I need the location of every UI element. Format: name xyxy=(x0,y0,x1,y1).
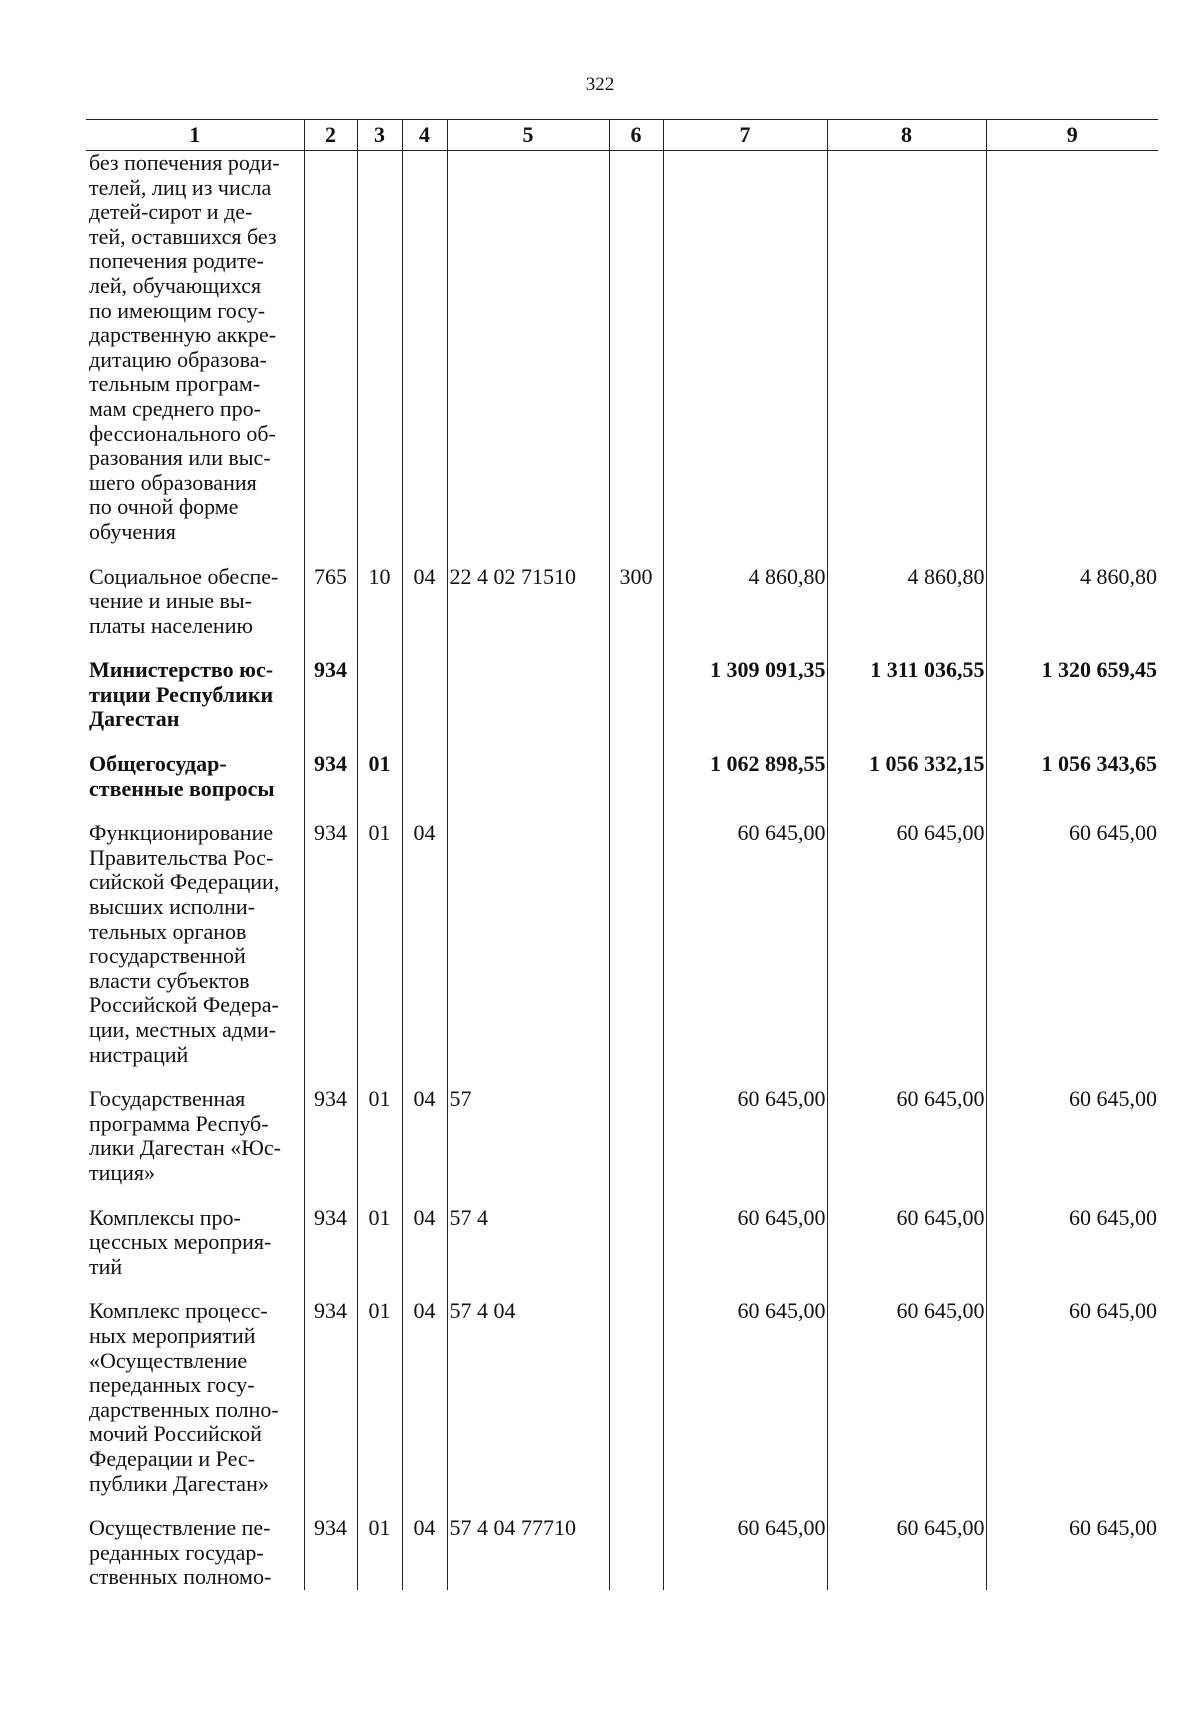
spacer-cell xyxy=(86,801,304,821)
table-row xyxy=(86,752,1158,801)
row-spacer xyxy=(86,1067,1158,1087)
cell-pr xyxy=(402,658,447,732)
spacer-cell xyxy=(357,1186,402,1206)
cell-vr xyxy=(609,752,663,801)
spacer-cell xyxy=(447,732,609,752)
item-name-line: цессных мероприя- xyxy=(89,1229,272,1255)
col-header-year3: 9 xyxy=(986,120,1158,151)
item-name-line: чение и иные вы- xyxy=(89,588,253,614)
item-name-line: телей, лиц из числа xyxy=(89,174,272,200)
item-name-line: ных мероприятий xyxy=(89,1322,256,1348)
spacer-cell xyxy=(304,1496,357,1516)
cell-vr xyxy=(609,1206,663,1280)
spacer-cell xyxy=(609,801,663,821)
spacer-cell xyxy=(663,801,827,821)
item-name-line: попечения родите- xyxy=(89,248,264,274)
spacer-cell xyxy=(357,638,402,658)
cell-amount-year1: 60 645,00 xyxy=(663,1299,827,1496)
cell-csr: 22 4 02 71510 xyxy=(447,565,609,639)
cell-amount-year1: 1 062 898,55 xyxy=(663,752,827,801)
col-header-csr: 5 xyxy=(447,120,609,151)
cell-amount-year2: 1 056 332,15 xyxy=(827,752,986,801)
spacer-cell xyxy=(86,1186,304,1206)
item-name-line: дарственных полно- xyxy=(89,1396,279,1422)
cell-rz: 01 xyxy=(357,1206,402,1280)
cell-amount-year1: 60 645,00 xyxy=(663,1087,827,1185)
row-spacer xyxy=(86,732,1158,752)
item-name-line: ции, местных адми- xyxy=(89,1017,276,1042)
cell-amount-year2 xyxy=(827,151,986,545)
row-spacer xyxy=(86,638,1158,658)
spacer-cell xyxy=(357,1067,402,1087)
item-name-line: тельным програм- xyxy=(89,371,261,397)
table-row xyxy=(86,1299,1158,1496)
spacer-cell xyxy=(663,638,827,658)
cell-vr xyxy=(609,658,663,732)
spacer-cell xyxy=(447,1279,609,1299)
spacer-cell xyxy=(304,732,357,752)
spacer-cell xyxy=(447,801,609,821)
item-name-line: Комплексы про- xyxy=(89,1204,241,1230)
item-name-line: тий xyxy=(89,1253,123,1279)
item-name-line: программа Респуб- xyxy=(89,1110,269,1136)
cell-item-name xyxy=(86,1087,304,1185)
item-name-line: нистраций xyxy=(89,1041,189,1067)
cell-item-name xyxy=(86,1206,304,1280)
item-name-line: власти субъектов xyxy=(89,967,250,993)
item-name-line: детей-сирот и де- xyxy=(89,199,253,225)
cell-amount-year1 xyxy=(663,151,827,545)
spacer-cell xyxy=(402,638,447,658)
cell-ved: 934 xyxy=(304,1299,357,1496)
page-number: 322 xyxy=(585,74,615,95)
item-name-line: «Осуществление xyxy=(89,1347,248,1373)
cell-csr xyxy=(447,658,609,732)
item-name-line: лики Дагестан «Юс- xyxy=(89,1135,281,1161)
item-name-line: высших исполни- xyxy=(89,894,256,920)
spacer-cell xyxy=(827,638,986,658)
cell-item-name xyxy=(86,752,304,801)
spacer-cell xyxy=(402,1279,447,1299)
item-name-line: публики Дагестан» xyxy=(89,1470,269,1496)
cell-pr: 04 xyxy=(402,1516,447,1590)
cell-vr xyxy=(609,1516,663,1590)
item-name-line: мам среднего про- xyxy=(89,395,262,421)
cell-amount-year1: 1 309 091,35 xyxy=(663,658,827,732)
spacer-cell xyxy=(663,732,827,752)
col-header-name: 1 xyxy=(86,120,304,151)
cell-ved: 934 xyxy=(304,752,357,801)
cell-rz: 01 xyxy=(357,1087,402,1185)
cell-ved: 934 xyxy=(304,1206,357,1280)
spacer-cell xyxy=(663,1186,827,1206)
cell-item-name xyxy=(86,658,304,732)
spacer-cell xyxy=(447,1186,609,1206)
cell-amount-year2: 60 645,00 xyxy=(827,821,986,1067)
spacer-cell xyxy=(609,1279,663,1299)
item-name-line: Осуществление пе- xyxy=(89,1515,271,1541)
item-name-line: государственной xyxy=(89,943,246,969)
item-name-line: реданных государ- xyxy=(89,1539,264,1565)
cell-item-name xyxy=(86,1299,304,1496)
cell-rz xyxy=(357,151,402,545)
cell-pr: 04 xyxy=(402,1299,447,1496)
item-name-line: лей, обучающихся xyxy=(89,272,262,298)
table-header-row xyxy=(86,120,1158,151)
spacer-cell xyxy=(357,1496,402,1516)
cell-amount-year2: 4 860,80 xyxy=(827,565,986,639)
item-name-line: по имеющим госу- xyxy=(89,297,266,323)
cell-amount-year3: 60 645,00 xyxy=(986,821,1158,1067)
item-name-line: по очной форме xyxy=(89,494,239,520)
item-name-line: фессионального об- xyxy=(89,420,276,446)
item-name-line: без попечения роди- xyxy=(89,150,280,175)
cell-pr: 04 xyxy=(402,1206,447,1280)
cell-amount-year1: 60 645,00 xyxy=(663,1516,827,1590)
spacer-cell xyxy=(663,545,827,565)
cell-rz: 01 xyxy=(357,1299,402,1496)
item-name-line: дарственную аккре- xyxy=(89,322,277,348)
table-row xyxy=(86,1087,1158,1185)
row-spacer xyxy=(86,1186,1158,1206)
item-name-line: Дагестан xyxy=(89,706,180,732)
item-name-line: Общегосудар- xyxy=(89,751,227,777)
item-name-line: Российской Федера- xyxy=(89,992,279,1018)
item-name-line: тиция» xyxy=(89,1159,156,1185)
cell-amount-year3: 60 645,00 xyxy=(986,1516,1158,1590)
item-name-line: Государственная xyxy=(89,1086,246,1112)
item-name-line: шего образования xyxy=(89,469,257,495)
spacer-cell xyxy=(827,1186,986,1206)
spacer-cell xyxy=(663,1067,827,1087)
cell-rz: 01 xyxy=(357,1516,402,1590)
cell-amount-year2: 60 645,00 xyxy=(827,1206,986,1280)
item-name-line: тельных органов xyxy=(89,918,247,944)
col-header-vr: 6 xyxy=(609,120,663,151)
spacer-cell xyxy=(402,732,447,752)
item-name-line: мочий Российской xyxy=(89,1421,262,1447)
cell-rz: 10 xyxy=(357,565,402,639)
spacer-cell xyxy=(304,1279,357,1299)
spacer-cell xyxy=(609,1186,663,1206)
budget-table xyxy=(86,119,1158,1590)
cell-csr xyxy=(447,151,609,545)
spacer-cell xyxy=(304,1067,357,1087)
item-name-line: обучения xyxy=(89,518,176,544)
row-spacer xyxy=(86,801,1158,821)
spacer-cell xyxy=(86,732,304,752)
item-name-line: разования или выс- xyxy=(89,445,271,471)
spacer-cell xyxy=(402,1186,447,1206)
col-header-ved: 2 xyxy=(304,120,357,151)
cell-amount-year3: 60 645,00 xyxy=(986,1206,1158,1280)
col-header-pr: 4 xyxy=(402,120,447,151)
cell-amount-year2: 60 645,00 xyxy=(827,1516,986,1590)
item-name-line: Федерации и Рес- xyxy=(89,1445,256,1471)
spacer-cell xyxy=(827,1067,986,1087)
cell-amount-year3: 1 056 343,65 xyxy=(986,752,1158,801)
cell-pr xyxy=(402,752,447,801)
cell-csr xyxy=(447,821,609,1067)
cell-amount-year3: 60 645,00 xyxy=(986,1087,1158,1185)
cell-rz: 01 xyxy=(357,752,402,801)
spacer-cell xyxy=(447,545,609,565)
spacer-cell xyxy=(986,545,1158,565)
spacer-cell xyxy=(986,1067,1158,1087)
cell-item-name xyxy=(86,821,304,1067)
spacer-cell xyxy=(86,1496,304,1516)
item-name-line: тиции Республики xyxy=(89,681,274,707)
cell-pr: 04 xyxy=(402,821,447,1067)
col-header-year1: 7 xyxy=(663,120,827,151)
cell-ved xyxy=(304,151,357,545)
row-spacer xyxy=(86,1496,1158,1516)
item-name-line: ственные вопросы xyxy=(89,775,275,801)
cell-csr xyxy=(447,752,609,801)
item-name-line: тей, оставшихся без xyxy=(89,223,277,249)
cell-amount-year1: 4 860,80 xyxy=(663,565,827,639)
spacer-cell xyxy=(986,801,1158,821)
cell-rz xyxy=(357,658,402,732)
spacer-cell xyxy=(447,1496,609,1516)
spacer-cell xyxy=(609,1496,663,1516)
spacer-cell xyxy=(304,638,357,658)
item-name-line: платы населению xyxy=(89,612,253,638)
item-name-line: дитацию образова- xyxy=(89,346,267,372)
item-name-line: переданных госу- xyxy=(89,1372,255,1398)
spacer-cell xyxy=(86,1067,304,1087)
cell-item-name xyxy=(86,1516,304,1590)
cell-amount-year2: 1 311 036,55 xyxy=(827,658,986,732)
spacer-cell xyxy=(86,638,304,658)
spacer-cell xyxy=(986,1186,1158,1206)
spacer-cell xyxy=(609,545,663,565)
col-header-year2: 8 xyxy=(827,120,986,151)
spacer-cell xyxy=(357,801,402,821)
cell-ved: 934 xyxy=(304,1516,357,1590)
spacer-cell xyxy=(304,801,357,821)
table-row xyxy=(86,1206,1158,1280)
cell-vr xyxy=(609,821,663,1067)
cell-pr: 04 xyxy=(402,565,447,639)
table-row xyxy=(86,821,1158,1067)
item-name-line: ственных полномо- xyxy=(89,1564,272,1590)
table-row xyxy=(86,658,1158,732)
spacer-cell xyxy=(663,1496,827,1516)
cell-pr: 04 xyxy=(402,1087,447,1185)
cell-amount-year2: 60 645,00 xyxy=(827,1087,986,1185)
spacer-cell xyxy=(609,638,663,658)
row-spacer xyxy=(86,545,1158,565)
spacer-cell xyxy=(447,1067,609,1087)
spacer-cell xyxy=(357,545,402,565)
spacer-cell xyxy=(447,638,609,658)
cell-csr: 57 4 04 xyxy=(447,1299,609,1496)
spacer-cell xyxy=(986,1279,1158,1299)
cell-ved: 934 xyxy=(304,1087,357,1185)
spacer-cell xyxy=(986,638,1158,658)
table-row xyxy=(86,565,1158,639)
spacer-cell xyxy=(402,1067,447,1087)
spacer-cell xyxy=(827,732,986,752)
cell-vr xyxy=(609,1299,663,1496)
cell-amount-year3: 60 645,00 xyxy=(986,1299,1158,1496)
cell-amount-year3 xyxy=(986,151,1158,545)
cell-vr xyxy=(609,151,663,545)
spacer-cell xyxy=(986,732,1158,752)
cell-amount-year3: 4 860,80 xyxy=(986,565,1158,639)
item-name-line: Функционирование xyxy=(89,820,274,846)
spacer-cell xyxy=(827,801,986,821)
table-row xyxy=(86,1516,1158,1590)
cell-csr: 57 xyxy=(447,1087,609,1185)
spacer-cell xyxy=(827,1496,986,1516)
cell-amount-year1: 60 645,00 xyxy=(663,1206,827,1280)
spacer-cell xyxy=(827,1279,986,1299)
item-name-line: Комплекс процесс- xyxy=(89,1298,268,1324)
spacer-cell xyxy=(609,732,663,752)
cell-amount-year3: 1 320 659,45 xyxy=(986,658,1158,732)
spacer-cell xyxy=(304,1186,357,1206)
item-name-line: Министерство юс- xyxy=(89,657,274,683)
spacer-cell xyxy=(402,1496,447,1516)
cell-ved: 765 xyxy=(304,565,357,639)
spacer-cell xyxy=(663,1279,827,1299)
spacer-cell xyxy=(402,801,447,821)
spacer-cell xyxy=(304,545,357,565)
spacer-cell xyxy=(357,732,402,752)
cell-ved: 934 xyxy=(304,658,357,732)
row-spacer xyxy=(86,1279,1158,1299)
cell-rz: 01 xyxy=(357,821,402,1067)
spacer-cell xyxy=(86,545,304,565)
cell-amount-year1: 60 645,00 xyxy=(663,821,827,1067)
spacer-cell xyxy=(86,1279,304,1299)
item-name-line: Правительства Рос- xyxy=(89,844,274,870)
cell-ved: 934 xyxy=(304,821,357,1067)
spacer-cell xyxy=(402,545,447,565)
item-name-line: сийской Федерации, xyxy=(89,869,280,895)
cell-item-name xyxy=(86,151,304,545)
item-name-line: Социальное обеспе- xyxy=(89,563,279,589)
col-header-rz: 3 xyxy=(357,120,402,151)
spacer-cell xyxy=(357,1279,402,1299)
cell-amount-year2: 60 645,00 xyxy=(827,1299,986,1496)
cell-pr xyxy=(402,151,447,545)
table-body xyxy=(86,151,1158,1590)
spacer-cell xyxy=(827,545,986,565)
budget-table-container xyxy=(86,119,1158,1590)
cell-vr xyxy=(609,1087,663,1185)
spacer-cell xyxy=(986,1496,1158,1516)
cell-item-name xyxy=(86,565,304,639)
cell-csr: 57 4 xyxy=(447,1206,609,1280)
cell-csr: 57 4 04 77710 xyxy=(447,1516,609,1590)
spacer-cell xyxy=(609,1067,663,1087)
cell-vr: 300 xyxy=(609,565,663,639)
table-row xyxy=(86,151,1158,545)
